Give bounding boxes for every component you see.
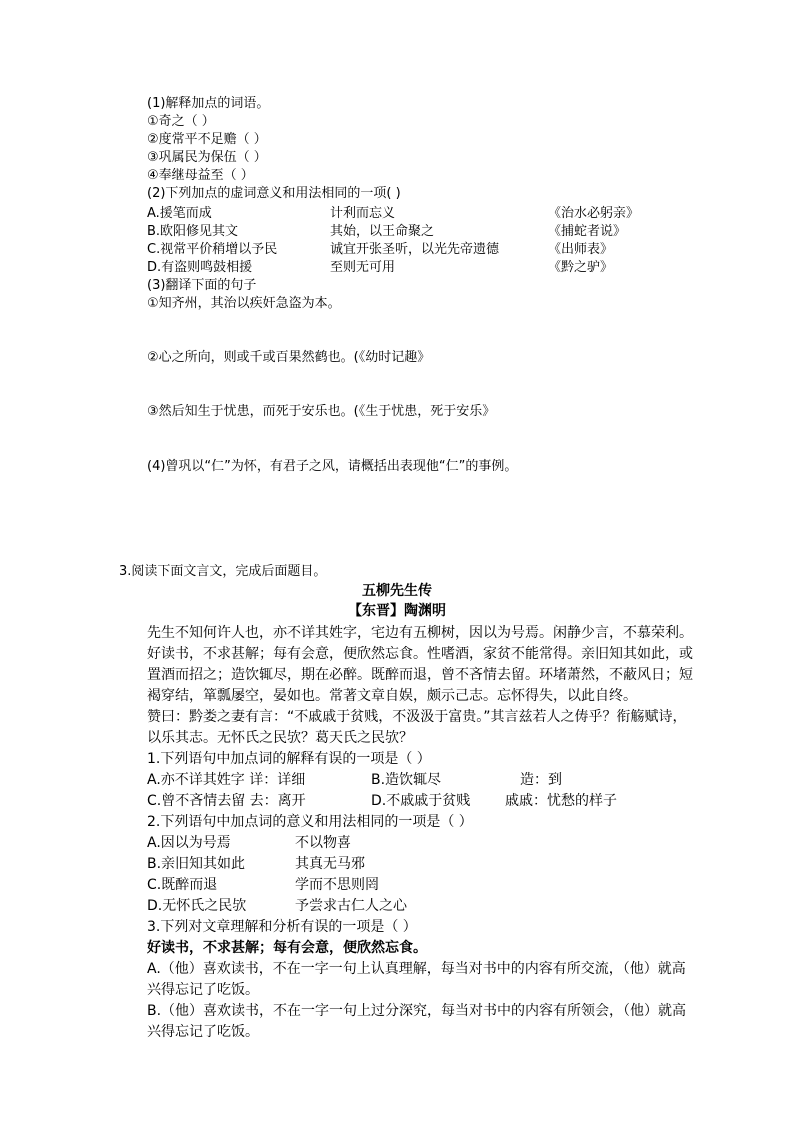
q4-question: (4)曾巩以“仁”为怀，有君子之风，请概括出表现他“仁”的事例。 [147,459,518,474]
mcq3-option-b-line-1: B.（他）喜欢读书，不在一字一句上过分深究，每当对书中的内容有所领会，（他）就高 [147,1003,687,1019]
mcq2-option-a: A.因以为号焉 [147,835,231,851]
mcq3-title: 3.下列对文章理解和分析有误的一项是（ ） [147,919,417,935]
mcq3-quote: 好读书，不求甚解；每有会意，便欣然忘食。 [147,940,427,956]
passage-title: 五柳先生传 [362,583,432,599]
mcq2-option-a-compare: 不以物喜 [295,835,351,851]
mcq1-option-d-note: 戚戚：忧愁的样子 [505,793,617,809]
mcq2-option-c-compare: 学而不思则罔 [295,877,379,893]
mcq2-option-d-compare: 予尝求古仁人之心 [295,898,407,914]
q3-item-3: ③然后知生于忧患，而死于安乐也。(《生于忧患，死于安乐》 [147,404,496,419]
mcq1-option-a: A.亦不详其姓字 详：详细 [147,772,306,788]
q2-option-b: B.欧阳修见其文 [147,224,239,239]
mcq1-option-b: B.造饮辄尽 [371,772,442,788]
passage-line-4: 褐穿结，箪瓢屡空，晏如也。常著文章自娱，颇示己志。忘怀得失，以此自终。 [147,688,637,704]
q1-item-3: ③巩属民为保伍（ ） [147,150,267,165]
q2-option-b-source: 《捕蛇者说》 [548,224,627,239]
passage-line-5: 赞曰：黔娄之妻有言：“不戚戚于贫贱，不汲汲于富贵。”其言兹若人之俦乎？衔觞赋诗， [147,709,687,725]
section-3-intro: 3.阅读下面文言文，完成后面题目。 [119,564,327,579]
passage-line-2: 好读书，不求甚解；每有会意，便欣然忘食。性嗜酒，家贫不能常得。亲旧知其如此，或 [147,646,693,662]
mcq3-option-a-line-2: 兴得忘记了吃饭。 [147,982,259,998]
mcq3-option-a-line-1: A.（他）喜欢读书，不在一字一句上认真理解，每当对书中的内容有所交流，（他）就高 [147,961,686,977]
q1-title: (1)解释加点的词语。 [147,96,270,111]
q2-option-d-compare: 至则无可用 [330,260,396,275]
passage-author: 【东晋】陶渊明 [348,603,446,619]
mcq1-title: 1.下列语句中加点词的解释有误的一项是（ ） [147,751,431,767]
mcq2-option-d: D.无怀氏之民欤 [147,898,247,914]
q2-option-a-compare: 计利而忘义 [330,206,396,221]
q2-option-b-compare: 其始，以王命聚之 [330,224,435,239]
mcq3-option-b-line-2: 兴得忘记了吃饭。 [147,1024,259,1040]
q2-option-a: A.援笔而成 [147,206,212,221]
q1-item-4: ④奉继母益至（ ） [147,168,254,183]
q1-item-2: ②度常平不足赡（ ） [147,132,267,147]
q3-item-1: ①知齐州，其治以疾奸急盗为本。 [147,296,341,311]
mcq1-option-d: D.不戚戚于贫贱 [371,793,471,809]
q2-option-d-source: 《黔之驴》 [548,260,614,275]
q2-option-a-source: 《治水必躬亲》 [548,206,640,221]
q3-item-2: ②心之所向，则或千或百果然鹤也。(《幼时记趣》 [147,350,431,365]
q2-option-c-source: 《出师表》 [548,242,614,257]
q2-option-c: C.视常平价稍增以予民 [147,242,278,257]
q2-option-d: D.有盗则鸣鼓相援 [147,260,253,275]
q1-item-1: ①奇之（ ） [147,114,215,129]
q3-title: (3)翻译下面的句子 [147,278,257,293]
mcq1-option-b-note: 造：到 [520,772,562,788]
mcq1-option-c: C.曾不吝情去留 去：离开 [147,793,306,809]
mcq2-option-c: C.既醉而退 [147,877,218,893]
mcq2-option-b-compare: 其真无马邪 [295,856,365,872]
mcq2-option-b: B.亲旧知其如此 [147,856,246,872]
q2-title: (2)下列加点的虚词意义和用法相同的一项( ) [147,186,401,201]
q2-option-c-compare: 诚宜开张圣听，以光先帝遗德 [330,242,500,257]
passage-line-6: 以乐其志。无怀氏之民欤？葛天氏之民欤？ [147,730,413,746]
passage-line-1: 先生不知何许人也，亦不详其姓字，宅边有五柳树，因以为号焉。闲静少言，不慕荣利。 [147,625,693,641]
mcq2-title: 2.下列语句中加点词的意义和用法相同的一项是（ ） [147,814,473,830]
passage-line-3: 置酒而招之；造饮辄尽，期在必醉。既醉而退，曾不吝情去留。环堵萧然，不蔽风日；短 [147,667,693,683]
